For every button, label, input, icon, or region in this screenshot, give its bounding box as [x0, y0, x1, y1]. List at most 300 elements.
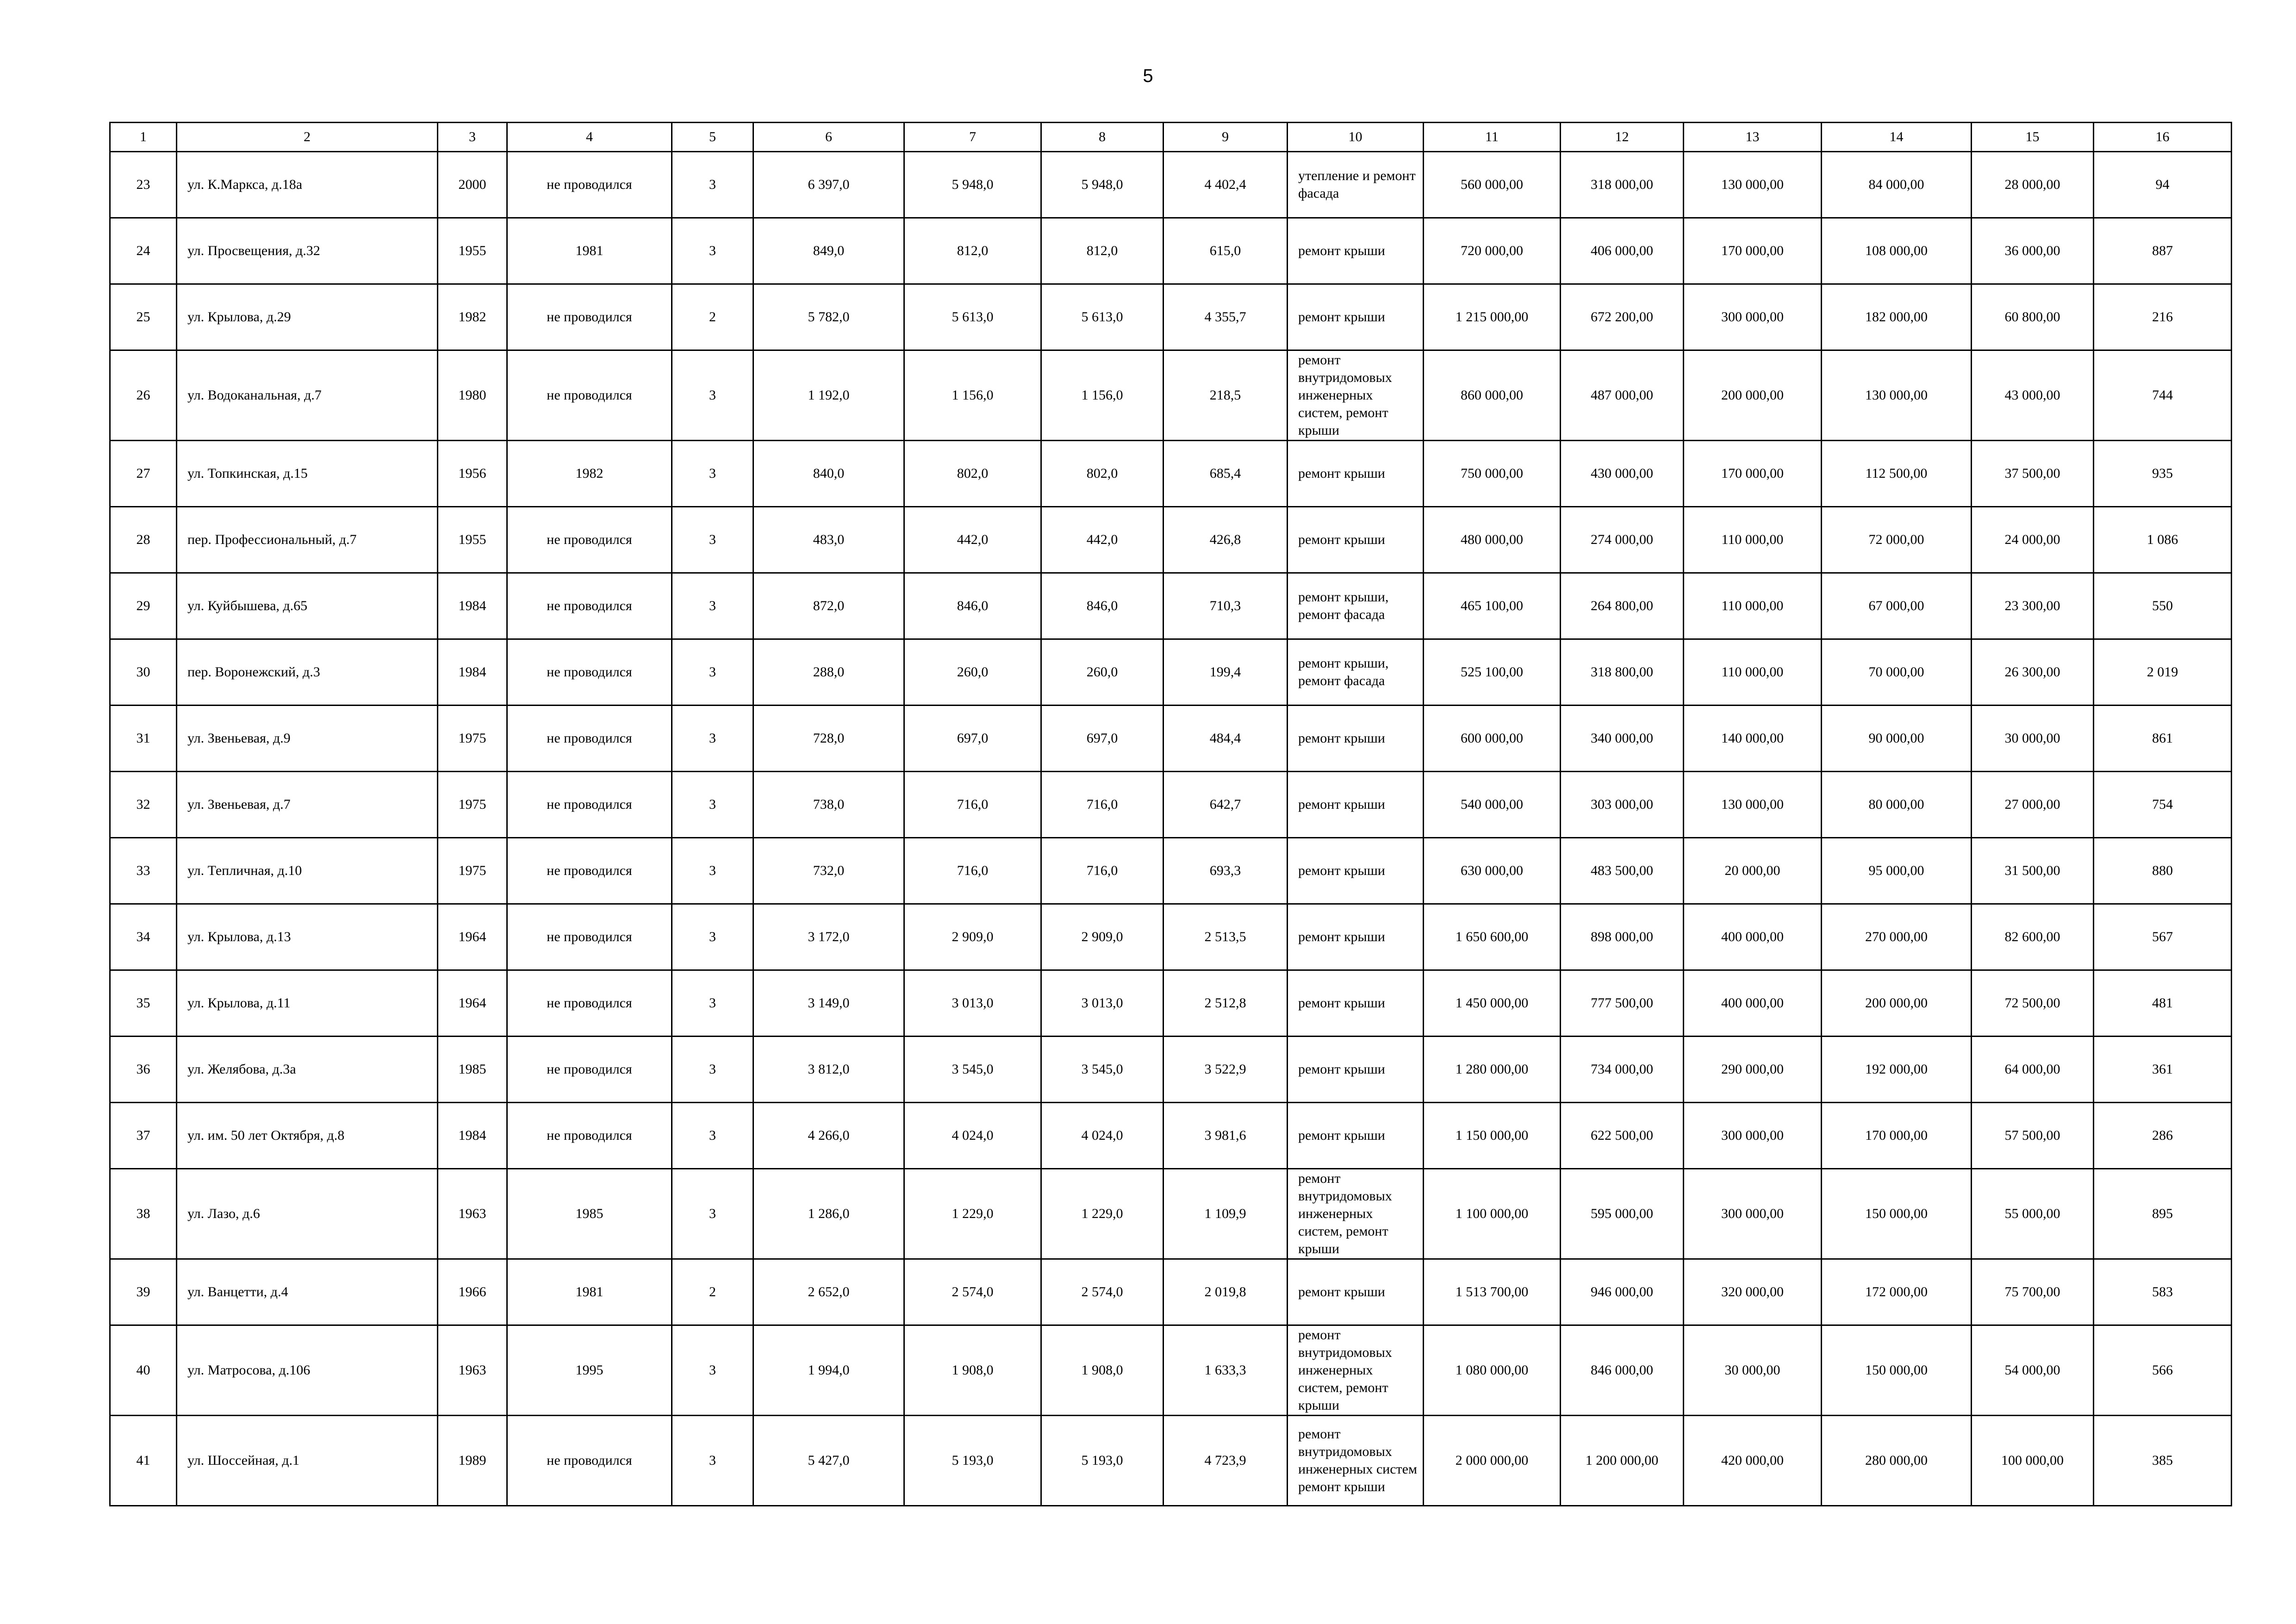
table-cell: 849,0	[753, 218, 904, 284]
table-cell: 1964	[438, 970, 507, 1037]
work-type-cell: ремонт внутридомовых инженерных систем, ремонт крыши	[1288, 1169, 1424, 1259]
table-cell: 567	[2094, 904, 2232, 970]
table-cell: 130 000,00	[1684, 772, 1822, 838]
table-row	[110, 1037, 2232, 1103]
table-cell: 1 109,9	[1164, 1169, 1288, 1259]
table-cell: 710,3	[1164, 573, 1288, 639]
work-type-cell: ремонт крыши	[1288, 772, 1424, 838]
address-cell: ул. Водоканальная, д.7	[177, 350, 438, 441]
table-cell: 1955	[438, 507, 507, 573]
table-cell: 216	[2094, 284, 2232, 350]
table-cell: 3	[672, 1103, 753, 1169]
table-cell: 170 000,00	[1684, 218, 1822, 284]
table-cell: 130 000,00	[1684, 152, 1822, 218]
column-number-cell: 7	[904, 123, 1041, 152]
work-type-cell: ремонт крыши	[1288, 1103, 1424, 1169]
table-cell: 566	[2094, 1325, 2232, 1416]
work-type-cell: ремонт крыши, ремонт фасада	[1288, 639, 1424, 706]
table-cell: 812,0	[1041, 218, 1164, 284]
table-cell: 4 024,0	[1041, 1103, 1164, 1169]
table-cell: 4 024,0	[904, 1103, 1041, 1169]
table-cell: 3 812,0	[753, 1037, 904, 1103]
table-cell: 1964	[438, 904, 507, 970]
table-cell: 30 000,00	[1972, 706, 2094, 772]
table-cell: 3	[672, 350, 753, 441]
table-cell: 600 000,00	[1424, 706, 1561, 772]
table-cell: 264 800,00	[1561, 573, 1684, 639]
table-row	[110, 772, 2232, 838]
table-cell: 75 700,00	[1972, 1259, 2094, 1325]
table-cell: 802,0	[1041, 441, 1164, 507]
table-cell: 2 574,0	[904, 1259, 1041, 1325]
table-cell: 70 000,00	[1822, 639, 1972, 706]
table-cell: 1975	[438, 838, 507, 904]
address-cell: ул. им. 50 лет Октября, д.8	[177, 1103, 438, 1169]
table-cell: 26	[110, 350, 177, 441]
table-cell: 300 000,00	[1684, 1103, 1822, 1169]
table-row	[110, 706, 2232, 772]
table-cell: 2 652,0	[753, 1259, 904, 1325]
table-cell: 860 000,00	[1424, 350, 1561, 441]
table-cell: 3	[672, 904, 753, 970]
table-cell: 400 000,00	[1684, 970, 1822, 1037]
table-cell: 1 156,0	[904, 350, 1041, 441]
table-cell: 1955	[438, 218, 507, 284]
page-number: 5	[1143, 66, 1153, 86]
table-cell: 32	[110, 772, 177, 838]
table-cell: 406 000,00	[1561, 218, 1684, 284]
column-number-cell: 5	[672, 123, 753, 152]
work-type-cell: ремонт крыши	[1288, 218, 1424, 284]
table-cell: 738,0	[753, 772, 904, 838]
work-type-cell: ремонт крыши	[1288, 1259, 1424, 1325]
work-type-cell: ремонт крыши, ремонт фасада	[1288, 573, 1424, 639]
table-cell: 846,0	[1041, 573, 1164, 639]
table-cell: 1982	[507, 441, 672, 507]
table-cell: 27 000,00	[1972, 772, 2094, 838]
address-cell: ул. Тепличная, д.10	[177, 838, 438, 904]
table-cell: 2 574,0	[1041, 1259, 1164, 1325]
table-cell: 5 948,0	[904, 152, 1041, 218]
table-cell: 150 000,00	[1822, 1169, 1972, 1259]
table-cell: 898 000,00	[1561, 904, 1684, 970]
table-cell: 1 156,0	[1041, 350, 1164, 441]
table-cell: 3	[672, 1037, 753, 1103]
table-cell: 182 000,00	[1822, 284, 1972, 350]
table-cell: 37 500,00	[1972, 441, 2094, 507]
table-cell: 82 600,00	[1972, 904, 2094, 970]
table-cell: 1 513 700,00	[1424, 1259, 1561, 1325]
table-cell: 5 948,0	[1041, 152, 1164, 218]
table-cell: 442,0	[1041, 507, 1164, 573]
table-cell: 720 000,00	[1424, 218, 1561, 284]
table-cell: 280 000,00	[1822, 1416, 1972, 1506]
table-cell: 27	[110, 441, 177, 507]
table-cell: 812,0	[904, 218, 1041, 284]
table-cell: 1981	[507, 218, 672, 284]
table-cell: 30 000,00	[1684, 1325, 1822, 1416]
table-cell: 57 500,00	[1972, 1103, 2094, 1169]
header-row	[110, 123, 2232, 152]
table-cell: 4 402,4	[1164, 152, 1288, 218]
table-cell: 630 000,00	[1424, 838, 1561, 904]
table-cell: 1 150 000,00	[1424, 1103, 1561, 1169]
table-cell: 270 000,00	[1822, 904, 1972, 970]
address-cell: ул. Лазо, д.6	[177, 1169, 438, 1259]
table-cell: 3 013,0	[1041, 970, 1164, 1037]
column-number-cell: 4	[507, 123, 672, 152]
table-cell: 1 633,3	[1164, 1325, 1288, 1416]
column-number-cell: 10	[1288, 123, 1424, 152]
table-cell: 3 545,0	[904, 1037, 1041, 1103]
address-cell: ул. Крылова, д.11	[177, 970, 438, 1037]
table-cell: 465 100,00	[1424, 573, 1561, 639]
address-cell: пер. Воронежский, д.3	[177, 639, 438, 706]
table-cell: 1 280 000,00	[1424, 1037, 1561, 1103]
table-cell: 3	[672, 838, 753, 904]
table-cell: 3	[672, 152, 753, 218]
table-cell: 1981	[507, 1259, 672, 1325]
table-cell: не проводился	[507, 1416, 672, 1506]
column-number-cell: 11	[1424, 123, 1561, 152]
table-cell: 846 000,00	[1561, 1325, 1684, 1416]
table-cell: 728,0	[753, 706, 904, 772]
table-cell: 400 000,00	[1684, 904, 1822, 970]
table-row	[110, 1325, 2232, 1416]
table-cell: 487 000,00	[1561, 350, 1684, 441]
table-cell: 1984	[438, 639, 507, 706]
work-type-cell: ремонт крыши	[1288, 838, 1424, 904]
table-cell: 615,0	[1164, 218, 1288, 284]
table-cell: 1985	[438, 1037, 507, 1103]
table-cell: 34	[110, 904, 177, 970]
table-cell: не проводился	[507, 152, 672, 218]
table-cell: не проводился	[507, 838, 672, 904]
table-cell: 1 229,0	[904, 1169, 1041, 1259]
table-cell: 2 019,8	[1164, 1259, 1288, 1325]
address-cell: ул. Шоссейная, д.1	[177, 1416, 438, 1506]
table-cell: 2 512,8	[1164, 970, 1288, 1037]
table-row	[110, 838, 2232, 904]
table-cell: 583	[2094, 1259, 2232, 1325]
table-cell: 28	[110, 507, 177, 573]
table-cell: 67 000,00	[1822, 573, 1972, 639]
table-cell: 110 000,00	[1684, 573, 1822, 639]
table-cell: 895	[2094, 1169, 2232, 1259]
work-type-cell: ремонт крыши	[1288, 970, 1424, 1037]
table-cell: 716,0	[1041, 772, 1164, 838]
table-cell: 935	[2094, 441, 2232, 507]
table-cell: 3 981,6	[1164, 1103, 1288, 1169]
table-cell: не проводился	[507, 706, 672, 772]
table-cell: 483 500,00	[1561, 838, 1684, 904]
table-cell: не проводился	[507, 573, 672, 639]
table-cell: не проводился	[507, 350, 672, 441]
table-cell: 685,4	[1164, 441, 1288, 507]
table-cell: 750 000,00	[1424, 441, 1561, 507]
table-cell: 318 000,00	[1561, 152, 1684, 218]
table-cell: 140 000,00	[1684, 706, 1822, 772]
table-row	[110, 350, 2232, 441]
table-cell: 110 000,00	[1684, 507, 1822, 573]
table-cell: не проводился	[507, 904, 672, 970]
column-number-cell: 15	[1972, 123, 2094, 152]
table-cell: 2 909,0	[1041, 904, 1164, 970]
table-row	[110, 218, 2232, 284]
table-cell: 260,0	[1041, 639, 1164, 706]
table-cell: 274 000,00	[1561, 507, 1684, 573]
table-cell: 130 000,00	[1822, 350, 1972, 441]
table-cell: 1984	[438, 1103, 507, 1169]
table-cell: 3	[672, 507, 753, 573]
table-row	[110, 639, 2232, 706]
table-cell: 170 000,00	[1822, 1103, 1972, 1169]
address-cell: ул. Матросова, д.106	[177, 1325, 438, 1416]
table-row	[110, 441, 2232, 507]
work-type-cell: утепление и ремонт фасада	[1288, 152, 1424, 218]
table-cell: 3	[672, 218, 753, 284]
column-number-cell: 6	[753, 123, 904, 152]
table-cell: 33	[110, 838, 177, 904]
table-cell: 20 000,00	[1684, 838, 1822, 904]
address-cell: ул. Крылова, д.13	[177, 904, 438, 970]
table-row	[110, 284, 2232, 350]
table-cell: 95 000,00	[1822, 838, 1972, 904]
work-type-cell: ремонт внутридомовых инженерных систем, ремонт крыши	[1288, 350, 1424, 441]
table-cell: 5 613,0	[1041, 284, 1164, 350]
table-cell: 693,3	[1164, 838, 1288, 904]
table-cell: 303 000,00	[1561, 772, 1684, 838]
table-cell: 24	[110, 218, 177, 284]
work-type-cell: ремонт крыши	[1288, 507, 1424, 573]
column-number-cell: 8	[1041, 123, 1164, 152]
table-cell: 3 522,9	[1164, 1037, 1288, 1103]
table-cell: 3	[672, 1169, 753, 1259]
table-cell: 697,0	[904, 706, 1041, 772]
table-cell: 318 800,00	[1561, 639, 1684, 706]
table-cell: 23 300,00	[1972, 573, 2094, 639]
table-row	[110, 1169, 2232, 1259]
table-cell: 1975	[438, 706, 507, 772]
column-number-cell: 12	[1561, 123, 1684, 152]
table-cell: 26 300,00	[1972, 639, 2094, 706]
table-cell: 744	[2094, 350, 2232, 441]
table-cell: 38	[110, 1169, 177, 1259]
table-cell: 3	[672, 706, 753, 772]
table-cell: 218,5	[1164, 350, 1288, 441]
table-cell: 622 500,00	[1561, 1103, 1684, 1169]
table-cell: 84 000,00	[1822, 152, 1972, 218]
table-cell: 60 800,00	[1972, 284, 2094, 350]
table-cell: 3	[672, 1416, 753, 1506]
table-cell: 5 193,0	[904, 1416, 1041, 1506]
table-cell: 846,0	[904, 573, 1041, 639]
address-cell: ул. Ванцетти, д.4	[177, 1259, 438, 1325]
table-cell: 55 000,00	[1972, 1169, 2094, 1259]
table-cell: 290 000,00	[1684, 1037, 1822, 1103]
table-cell: 40	[110, 1325, 177, 1416]
table-cell: 887	[2094, 218, 2232, 284]
table-cell: 4 266,0	[753, 1103, 904, 1169]
table-body	[110, 123, 2232, 1506]
table-cell: 1 192,0	[753, 350, 904, 441]
table-cell: 716,0	[904, 838, 1041, 904]
table-cell: 260,0	[904, 639, 1041, 706]
table-cell: 2	[672, 284, 753, 350]
address-cell: ул. Желябова, д.3а	[177, 1037, 438, 1103]
table-cell: 430 000,00	[1561, 441, 1684, 507]
table-row	[110, 904, 2232, 970]
table-cell: 29	[110, 573, 177, 639]
work-type-cell: ремонт крыши	[1288, 284, 1424, 350]
table-cell: 94	[2094, 152, 2232, 218]
table-cell: 560 000,00	[1424, 152, 1561, 218]
table-cell: 2	[672, 1259, 753, 1325]
table-cell: 3	[672, 441, 753, 507]
table-cell: 672 200,00	[1561, 284, 1684, 350]
table-cell: 3 149,0	[753, 970, 904, 1037]
column-number-cell: 9	[1164, 123, 1288, 152]
table-cell: 946 000,00	[1561, 1259, 1684, 1325]
table-cell: 480 000,00	[1424, 507, 1561, 573]
table-cell: 442,0	[904, 507, 1041, 573]
table-cell: 24 000,00	[1972, 507, 2094, 573]
table-cell: 1 650 600,00	[1424, 904, 1561, 970]
table-cell: 3	[672, 573, 753, 639]
table-cell: 320 000,00	[1684, 1259, 1822, 1325]
table-cell: 80 000,00	[1822, 772, 1972, 838]
table-cell: не проводился	[507, 772, 672, 838]
table-cell: 5 427,0	[753, 1416, 904, 1506]
address-cell: ул. Куйбышева, д.65	[177, 573, 438, 639]
table-cell: 777 500,00	[1561, 970, 1684, 1037]
work-type-cell: ремонт крыши	[1288, 904, 1424, 970]
table-cell: 3	[672, 970, 753, 1037]
table-cell: 1 200 000,00	[1561, 1416, 1684, 1506]
table-cell: 172 000,00	[1822, 1259, 1972, 1325]
table-cell: 31 500,00	[1972, 838, 2094, 904]
table-cell: 642,7	[1164, 772, 1288, 838]
address-cell: ул. Звеньевая, д.9	[177, 706, 438, 772]
table-cell: 39	[110, 1259, 177, 1325]
column-number-cell: 14	[1822, 123, 1972, 152]
table-cell: 420 000,00	[1684, 1416, 1822, 1506]
table-cell: не проводился	[507, 1037, 672, 1103]
table-cell: 3 545,0	[1041, 1037, 1164, 1103]
table-cell: 112 500,00	[1822, 441, 1972, 507]
table-cell: не проводился	[507, 284, 672, 350]
table-cell: 54 000,00	[1972, 1325, 2094, 1416]
table-cell: 1963	[438, 1169, 507, 1259]
table-cell: 1 229,0	[1041, 1169, 1164, 1259]
table-cell: 100 000,00	[1972, 1416, 2094, 1506]
table-cell: 6 397,0	[753, 152, 904, 218]
table-cell: 732,0	[753, 838, 904, 904]
table-cell: 2 000 000,00	[1424, 1416, 1561, 1506]
work-type-cell: ремонт внутридомовых инженерных систем ремонт крыши	[1288, 1416, 1424, 1506]
table-cell: 170 000,00	[1684, 441, 1822, 507]
table-cell: 200 000,00	[1684, 350, 1822, 441]
table-cell: 861	[2094, 706, 2232, 772]
table-cell: 595 000,00	[1561, 1169, 1684, 1259]
table-cell: не проводился	[507, 970, 672, 1037]
table-cell: 72 000,00	[1822, 507, 1972, 573]
table-cell: 1 100 000,00	[1424, 1169, 1561, 1259]
table-cell: 108 000,00	[1822, 218, 1972, 284]
table-cell: не проводился	[507, 507, 672, 573]
table-row	[110, 573, 2232, 639]
table-cell: 1975	[438, 772, 507, 838]
table-cell: 192 000,00	[1822, 1037, 1972, 1103]
table-cell: 1 080 000,00	[1424, 1325, 1561, 1416]
table-cell: 4 355,7	[1164, 284, 1288, 350]
repair-program-table	[109, 122, 2232, 1506]
table-cell: 300 000,00	[1684, 1169, 1822, 1259]
table-cell: 43 000,00	[1972, 350, 2094, 441]
table-cell: 1963	[438, 1325, 507, 1416]
table-cell: 1995	[507, 1325, 672, 1416]
work-type-cell: ремонт внутридомовых инженерных систем, ремонт крыши	[1288, 1325, 1424, 1416]
address-cell: пер. Профессиональный, д.7	[177, 507, 438, 573]
table-cell: 880	[2094, 838, 2232, 904]
column-number-cell: 2	[177, 123, 438, 152]
table-row	[110, 507, 2232, 573]
table-cell: 35	[110, 970, 177, 1037]
table-cell: 540 000,00	[1424, 772, 1561, 838]
table-cell: 481	[2094, 970, 2232, 1037]
table-cell: 3	[672, 1325, 753, 1416]
table-cell: 734 000,00	[1561, 1037, 1684, 1103]
address-cell: ул. Топкинская, д.15	[177, 441, 438, 507]
table-cell: 3 013,0	[904, 970, 1041, 1037]
table-cell: 31	[110, 706, 177, 772]
table-cell: 4 723,9	[1164, 1416, 1288, 1506]
table-row	[110, 1416, 2232, 1506]
table-row	[110, 1103, 2232, 1169]
column-number-cell: 3	[438, 123, 507, 152]
table-cell: 150 000,00	[1822, 1325, 1972, 1416]
table-cell: 1 908,0	[904, 1325, 1041, 1416]
table-cell: 754	[2094, 772, 2232, 838]
table-cell: 2 909,0	[904, 904, 1041, 970]
table-cell: 484,4	[1164, 706, 1288, 772]
table-cell: 5 613,0	[904, 284, 1041, 350]
table-cell: 90 000,00	[1822, 706, 1972, 772]
address-cell: ул. К.Маркса, д.18а	[177, 152, 438, 218]
table-cell: 1 908,0	[1041, 1325, 1164, 1416]
table-cell: 25	[110, 284, 177, 350]
table-row	[110, 152, 2232, 218]
table-cell: 1982	[438, 284, 507, 350]
table-cell: не проводился	[507, 639, 672, 706]
table-cell: 3 172,0	[753, 904, 904, 970]
table-cell: 199,4	[1164, 639, 1288, 706]
table-cell: 110 000,00	[1684, 639, 1822, 706]
table-cell: 64 000,00	[1972, 1037, 2094, 1103]
table-cell: 1989	[438, 1416, 507, 1506]
table-cell: 1 086	[2094, 507, 2232, 573]
table-cell: 716,0	[904, 772, 1041, 838]
table-cell: 23	[110, 152, 177, 218]
work-type-cell: ремонт крыши	[1288, 1037, 1424, 1103]
column-number-cell: 1	[110, 123, 177, 152]
table-cell: 1 215 000,00	[1424, 284, 1561, 350]
table-cell: 525 100,00	[1424, 639, 1561, 706]
table-cell: 385	[2094, 1416, 2232, 1506]
table-cell: 716,0	[1041, 838, 1164, 904]
address-cell: ул. Звеньевая, д.7	[177, 772, 438, 838]
address-cell: ул. Просвещения, д.32	[177, 218, 438, 284]
